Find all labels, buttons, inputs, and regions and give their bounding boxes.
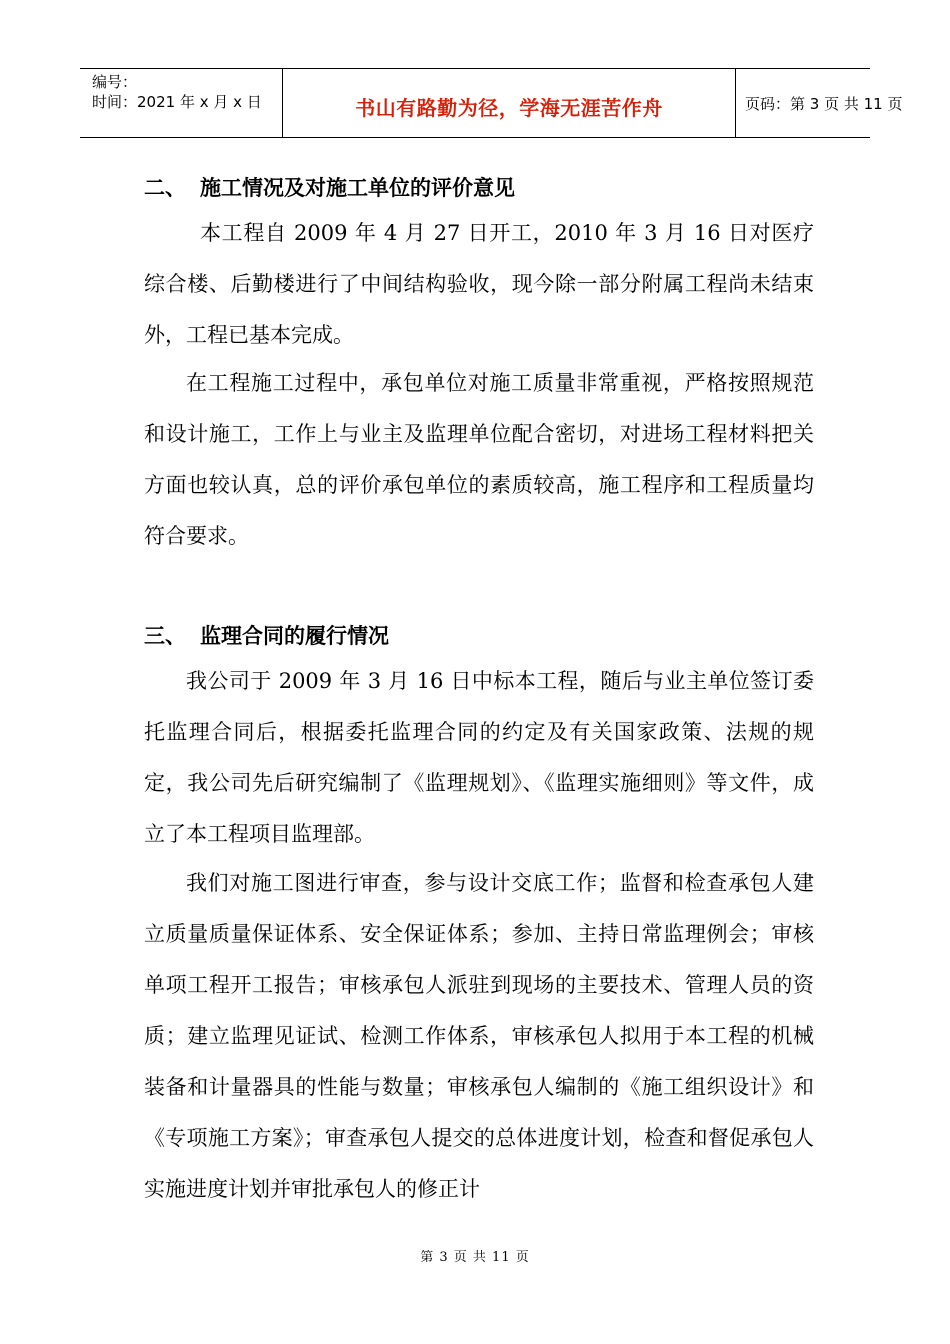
header-info-cell bbox=[80, 69, 282, 137]
section-number: 三、 bbox=[144, 624, 186, 648]
time-label: 时间：2021 年 x 月 x 日 bbox=[92, 93, 262, 111]
header-motto-cell bbox=[282, 69, 736, 137]
paragraph: 我们对施工图进行审查，参与设计交底工作；监督和检查承包人建立质量质量保证体系、安全保证体系；参加、主持日常监理例会；审核单项工程开工报告；审核承包人派驻到现场的主要技术、管理人员的资质；建立监理见证试、检测工作体系，审核承包人拟用于本工程的机械装备和计量器具的性能与数量；审核承包人编制的《施工组织设计》和《专项施工方案》；审查承包人提交的总体进度计划，检查和督促承包人实施进度计划并审批承包人的修正计 bbox=[144, 871, 814, 1201]
page-indicator: 页码：第 3 页 共 11 页 bbox=[745, 95, 903, 113]
paragraph: 本工程自 2009 年 4 月 27 日开工，2010 年 3 月 16 日对医疗综合楼、后勤楼进行了中间结构验收，现今除一部分附属工程尚未结束外，工程已基本完成。 bbox=[144, 221, 814, 347]
section-title: 监理合同的履行情况 bbox=[200, 624, 389, 648]
page-footer: 第 3 页 共 11 页 bbox=[420, 1250, 530, 1265]
number-label: 编号： bbox=[92, 73, 138, 91]
section-title: 施工情况及对施工单位的评价意见 bbox=[200, 176, 515, 200]
paragraph: 我公司于 2009 年 3 月 16 日中标本工程，随后与业主单位签订委托监理合同后，根据委托监理合同的约定及有关国家政策、法规的规定，我公司先后研究编制了《监理规划》、《监理实施细则》等文件，成立了本工程项目监理部。 bbox=[144, 669, 814, 846]
section-heading bbox=[144, 620, 389, 650]
section-number: 二、 bbox=[144, 176, 186, 200]
paragraph: 在工程施工过程中，承包单位对施工质量非常重视，严格按照规范和设计施工，工作上与业主及监理单位配合密切，对进场工程材料把关方面也较认真，总的评价承包单位的素质较高，施工程序和工程质量均符合要求。 bbox=[144, 371, 814, 548]
motto-text: 书山有路勤为径，学海无涯苦作舟 bbox=[355, 96, 663, 120]
header-page-cell bbox=[735, 69, 903, 137]
document-header bbox=[80, 68, 903, 138]
